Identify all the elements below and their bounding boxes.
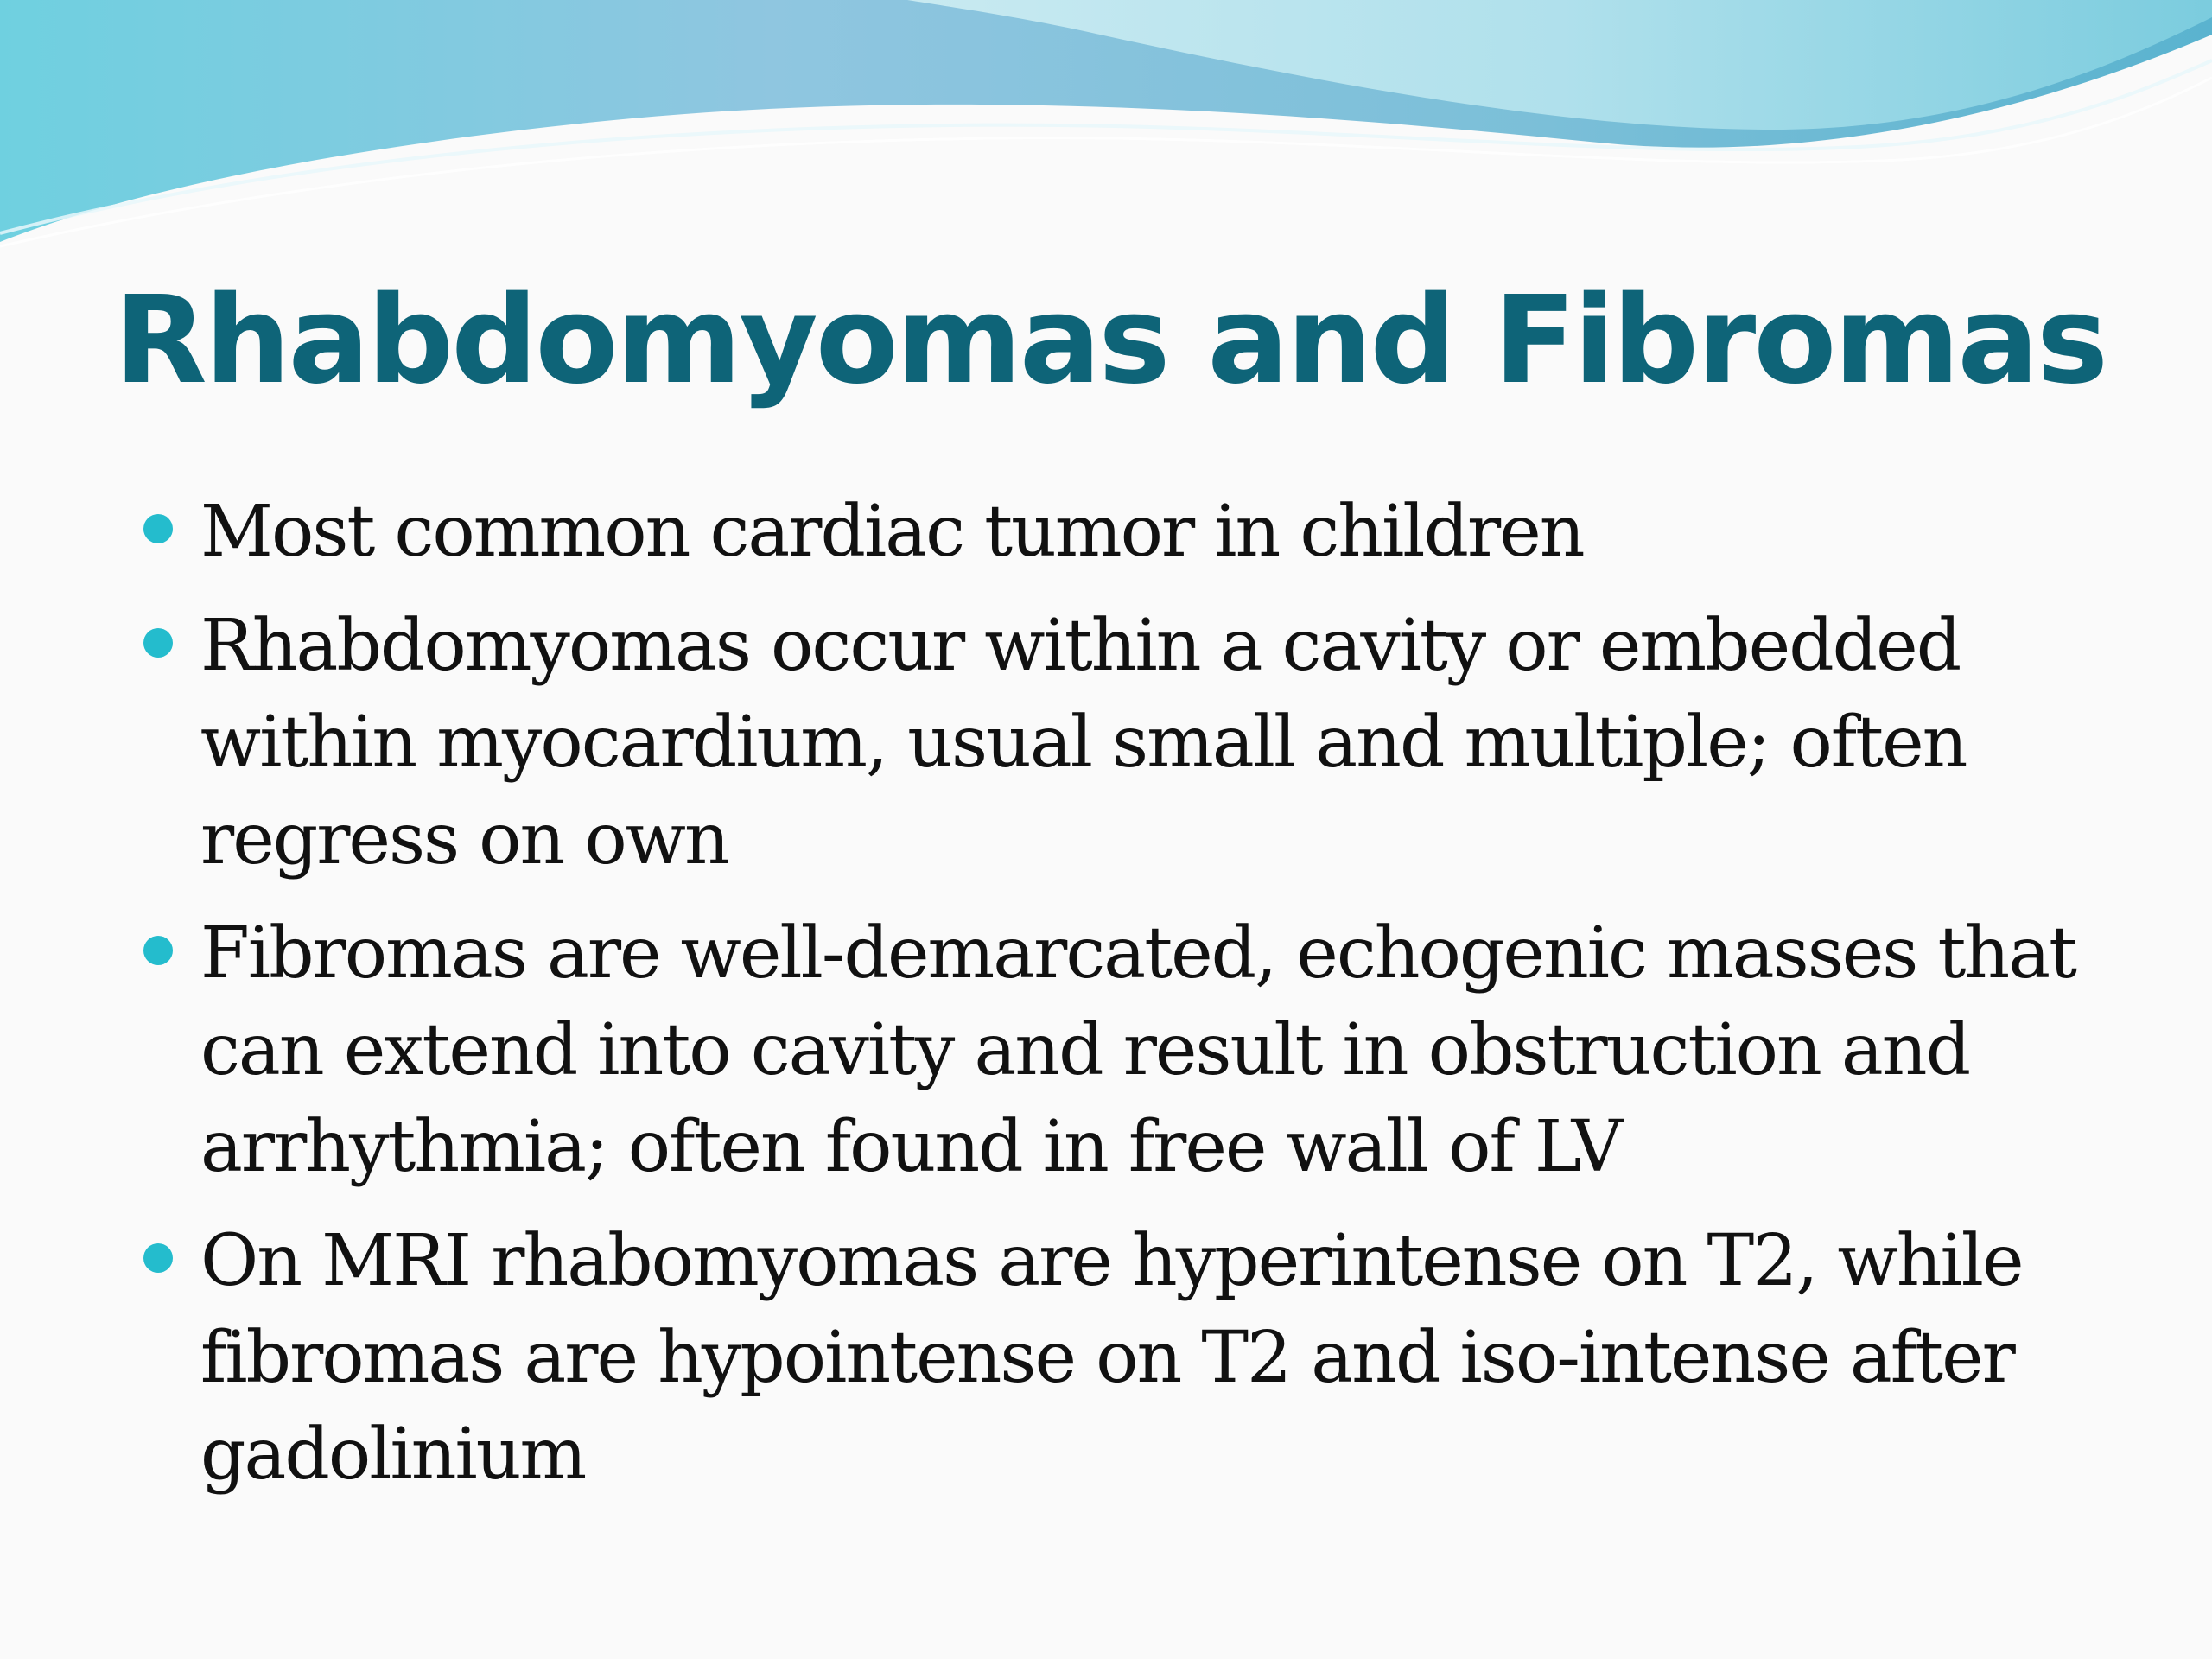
- bullet-text: Most common cardiac tumor in children: [200, 491, 1584, 573]
- bullet-dot-icon: [143, 936, 173, 965]
- bullet-item: [138, 906, 2160, 1196]
- bullet-item: [138, 484, 2160, 581]
- bullet-dot-icon: [143, 514, 173, 543]
- slide-title: Rhabdomyomas and Fibromas: [114, 270, 2107, 411]
- bullet-item: [138, 1213, 2160, 1503]
- bullet-dot-icon: [143, 628, 173, 658]
- bullet-list: [138, 484, 2160, 1521]
- bullet-text: Fibromas are well-demarcated, echogenic masses that can extend into cavity and result in obstruction and arrhythmia; often found in free wall of LV: [200, 912, 2076, 1188]
- bullet-text: On MRI rhabomyomas are hyperintense on T2, while fibromas are hypointense on T2 and iso-intense after gadolinium: [200, 1220, 2023, 1496]
- header-wave-decoration: [0, 0, 2212, 259]
- bullet-dot-icon: [143, 1243, 173, 1273]
- bullet-text: Rhabdomyomas occur within a cavity or embedded within myocardium, usual small and multiple; often regress on own: [200, 605, 1967, 880]
- bullet-item: [138, 598, 2160, 888]
